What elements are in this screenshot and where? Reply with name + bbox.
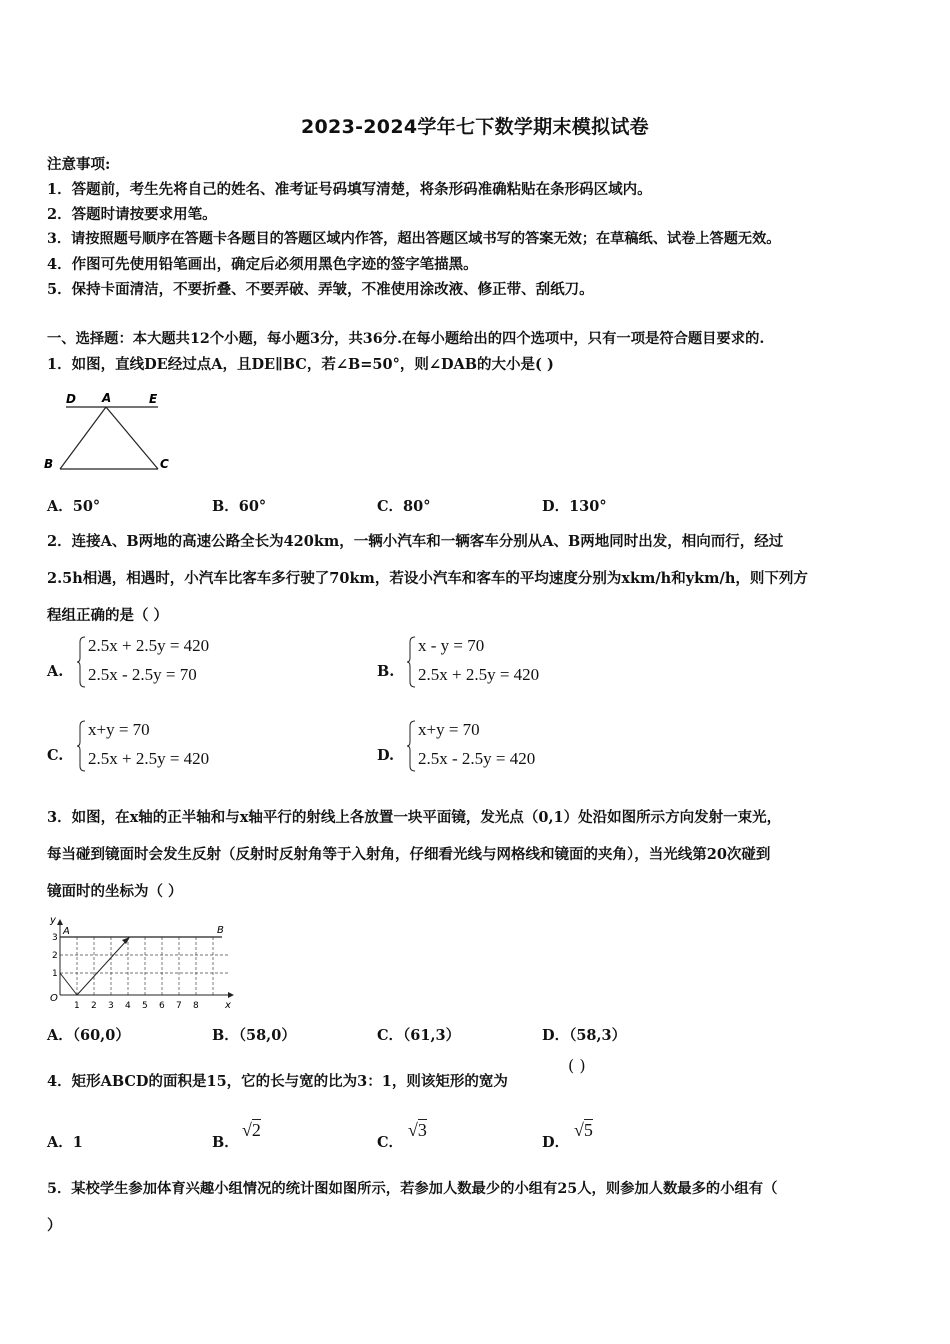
question-1-text: 1．如图，直线DE经过点A，且DE∥BC，若∠B=50°，则∠DAB的大小是( ): [47, 356, 554, 373]
question-2-line2: 2.5h相遇，相遇时，小汽车比客车多行驶了70km，若设小汽车和客车的平均速度分别为xkm/h和ykm/h，则下列方: [47, 570, 808, 587]
point-b-label: B: [217, 925, 224, 936]
notice-item: 5．保持卡面清洁，不要折叠、不要弄破、弄皱，不准使用涂改液、修正带、刮纸刀。: [47, 281, 594, 298]
equation: 2.5x + 2.5y = 420: [418, 665, 540, 684]
light-path-segment: [60, 973, 77, 995]
q2-option-b-label[interactable]: B.: [377, 663, 395, 680]
answer-paren: ( ): [568, 1056, 586, 1075]
question-2-line1: 2．连接A、B两地的高速公路全长为420km，一辆小汽车和一辆客车分别从A、B两地同时出发，相向而行，经过: [47, 533, 784, 550]
q2-option-d-system: [406, 718, 606, 776]
q1-option-a[interactable]: A．50°: [47, 498, 101, 515]
segment-ab: [60, 407, 106, 469]
brace-icon: [406, 636, 416, 688]
brace-icon: [76, 636, 86, 688]
notice-item: 2．答题时请按要求用笔。: [47, 206, 217, 223]
y-tick: 3: [52, 933, 58, 943]
label-d: D: [66, 392, 76, 406]
notice-item: 1．答题前，考生先将自己的姓名、准考证号码填写清楚，将条形码准确粘贴在条形码区域内。: [47, 181, 652, 198]
x-tick: 4: [125, 1001, 131, 1011]
notice-heading: 注意事项:: [47, 156, 111, 173]
q1-option-c[interactable]: C．80°: [377, 498, 431, 515]
q2-option-a-system: [76, 634, 276, 692]
x-axis-label: x: [225, 1000, 231, 1011]
q3-option-a[interactable]: A．（60,0）: [47, 1027, 130, 1044]
q2-option-c-label[interactable]: C.: [47, 747, 64, 764]
origin-label: O: [50, 993, 58, 1004]
q2-option-b-system: [406, 634, 606, 692]
q4-option-d[interactable]: D．: [542, 1134, 570, 1151]
q4-option-b[interactable]: B．: [212, 1134, 239, 1151]
point-a-label: A: [63, 926, 70, 937]
x-tick: 6: [159, 1001, 165, 1011]
light-arrow: [122, 937, 130, 944]
label-e: E: [149, 392, 158, 406]
q2-option-d-label[interactable]: D.: [377, 747, 395, 764]
question-2-line3: 程组正确的是（ ）: [47, 607, 169, 624]
section-heading: 一、选择题：本大题共12个小题，每小题3分，共36分.在每小题给出的四个选项中，只有一项是符合题目要求的.: [47, 331, 765, 347]
x-tick: 2: [91, 1001, 97, 1011]
radicand: 5: [583, 1120, 593, 1140]
q2-option-c-system: [76, 718, 276, 776]
sqrt-icon: √: [408, 1120, 418, 1140]
question-4-text: 4．矩形ABCD的面积是15，它的长与宽的比为3：1，则该矩形的宽为: [47, 1073, 508, 1090]
q4-option-c-value: [408, 1120, 427, 1141]
equation: 2.5x + 2.5y = 420: [88, 636, 210, 655]
label-b: B: [44, 457, 54, 471]
y-axis-label: y: [50, 915, 56, 926]
x-tick: 3: [108, 1001, 114, 1011]
notice-item: 3．请按照题号顺序在答题卡各题目的答题区域内作答，超出答题区域书写的答案无效；在草稿纸、试卷上答题无效。: [47, 231, 781, 247]
segment-ac: [106, 407, 158, 469]
q1-option-d[interactable]: D．130°: [542, 498, 607, 515]
q3-option-b[interactable]: B．（58,0）: [212, 1027, 296, 1044]
question-5-line1: 5．某校学生参加体育兴趣小组情况的统计图如图所示，若参加人数最少的小组有25人，则参加人数最多的小组有（: [47, 1181, 778, 1197]
question-5-line2: ）: [47, 1217, 62, 1234]
equation: x+y = 70: [418, 720, 480, 739]
q3-mirror-grid-figure: [44, 913, 244, 1011]
q3-option-c[interactable]: C．（61,3）: [377, 1027, 461, 1044]
equation: 2.5x + 2.5y = 420: [88, 749, 210, 768]
equation: 2.5x - 2.5y = 420: [418, 749, 536, 768]
x-tick: 5: [142, 1001, 148, 1011]
q1-triangle-figure: [40, 388, 170, 478]
light-path-segment: [77, 939, 128, 995]
label-a: A: [102, 391, 112, 405]
q4-option-b-value: [242, 1120, 261, 1141]
label-c: C: [160, 457, 169, 471]
y-tick: 1: [52, 969, 58, 979]
q1-option-b[interactable]: B．60°: [212, 498, 267, 515]
y-axis-arrow: [57, 919, 63, 925]
sqrt-icon: √: [574, 1120, 584, 1140]
question-3-line1: 3．如图，在x轴的正半轴和与x轴平行的射线上各放置一块平面镜，发光点（0,1）处沿如图所示方向发射一束光，: [47, 809, 782, 826]
x-tick: 1: [74, 1001, 80, 1011]
radicand: 2: [251, 1120, 261, 1140]
y-tick: 2: [52, 951, 58, 961]
sqrt-icon: √: [242, 1120, 252, 1140]
q3-option-d[interactable]: D．（58,3）: [542, 1027, 627, 1044]
brace-icon: [406, 720, 416, 772]
brace-icon: [76, 720, 86, 772]
x-axis-arrow: [228, 992, 234, 998]
page-title: 2023-2024学年七下数学期末模拟试卷: [301, 116, 649, 138]
equation: x+y = 70: [88, 720, 150, 739]
equation: 2.5x - 2.5y = 70: [88, 665, 197, 684]
q2-option-a-label[interactable]: A.: [47, 663, 64, 680]
x-tick: 8: [193, 1001, 199, 1011]
question-3-line3: 镜面时的坐标为（ ）: [47, 883, 183, 900]
question-3-line2: 每当碰到镜面时会发生反射（反射时反射角等于入射角，仔细看光线与网格线和镜面的夹角），当光线第20次碰到: [47, 846, 771, 863]
radicand: 3: [417, 1120, 427, 1140]
notice-item: 4．作图可先使用铅笔画出，确定后必须用黑色字迹的签字笔描黑。: [47, 256, 478, 273]
x-tick: 7: [176, 1001, 182, 1011]
q4-option-d-value: [574, 1120, 593, 1141]
q4-option-c[interactable]: C．: [377, 1134, 404, 1151]
equation: x - y = 70: [418, 636, 485, 655]
q4-option-a[interactable]: A．1: [47, 1134, 83, 1151]
